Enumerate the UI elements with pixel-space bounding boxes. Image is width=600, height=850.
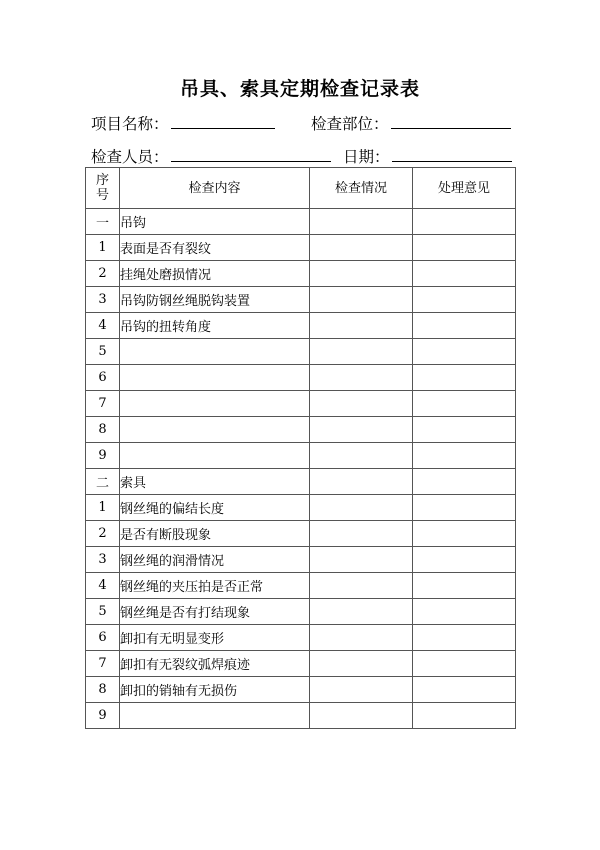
row-opinion-cell[interactable] (413, 521, 516, 547)
row-content: 卸扣的销轴有无损伤 (120, 677, 310, 703)
table-row (86, 313, 516, 339)
table-row (86, 521, 516, 547)
row-content: 卸扣有无明显变形 (120, 625, 310, 651)
row-content: 表面是否有裂纹 (120, 235, 310, 261)
row-content: 吊钩的扭转角度 (120, 313, 310, 339)
table-row (86, 443, 516, 469)
row-status-cell[interactable] (310, 443, 413, 469)
row-opinion-cell[interactable] (413, 235, 516, 261)
table-body (86, 209, 516, 729)
row-number: 4 (86, 573, 120, 599)
row-status-cell[interactable] (310, 651, 413, 677)
table-row (86, 651, 516, 677)
row-status-cell[interactable] (310, 339, 413, 365)
row-opinion-cell[interactable] (413, 469, 516, 495)
row-opinion-cell[interactable] (413, 261, 516, 287)
row-content: 索具 (120, 469, 310, 495)
row-status-cell[interactable] (310, 677, 413, 703)
inspector-blank[interactable] (171, 145, 331, 162)
row-opinion-cell[interactable] (413, 365, 516, 391)
table-row (86, 547, 516, 573)
row-content (120, 417, 310, 443)
row-opinion-cell[interactable] (413, 547, 516, 573)
row-number: 9 (86, 703, 120, 729)
table-row (86, 677, 516, 703)
inspection-table (85, 167, 516, 729)
row-number: 3 (86, 547, 120, 573)
header-status: 检查情况 (310, 168, 413, 209)
header-opinion: 处理意见 (413, 168, 516, 209)
row-opinion-cell[interactable] (413, 209, 516, 235)
row-number: 7 (86, 651, 120, 677)
inspector-label: 检查人员： (91, 148, 169, 166)
row-number: 2 (86, 521, 120, 547)
row-content: 卸扣有无裂纹弧焊痕迹 (120, 651, 310, 677)
row-status-cell[interactable] (310, 365, 413, 391)
row-content: 是否有断股现象 (120, 521, 310, 547)
row-number: 8 (86, 417, 120, 443)
row-status-cell[interactable] (310, 547, 413, 573)
table-row (86, 417, 516, 443)
project-name-field (91, 112, 275, 134)
row-opinion-cell[interactable] (413, 573, 516, 599)
row-number: 1 (86, 495, 120, 521)
table-row (86, 339, 516, 365)
table-header-row (86, 168, 516, 209)
row-opinion-cell[interactable] (413, 599, 516, 625)
row-status-cell[interactable] (310, 261, 413, 287)
header-seq: 序 号 (86, 168, 120, 209)
row-number: 4 (86, 313, 120, 339)
row-status-cell[interactable] (310, 625, 413, 651)
row-opinion-cell[interactable] (413, 651, 516, 677)
table-row (86, 391, 516, 417)
table-row (86, 209, 516, 235)
row-number: 6 (86, 365, 120, 391)
row-content (120, 365, 310, 391)
row-status-cell[interactable] (310, 235, 413, 261)
row-number: 3 (86, 287, 120, 313)
row-number: 5 (86, 339, 120, 365)
table-row (86, 261, 516, 287)
table-row (86, 287, 516, 313)
row-content: 钢丝绳的夹压拍是否正常 (120, 573, 310, 599)
row-content (120, 703, 310, 729)
row-opinion-cell[interactable] (413, 417, 516, 443)
inspector-field (91, 145, 331, 167)
table-row (86, 703, 516, 729)
date-blank[interactable] (392, 145, 512, 162)
row-opinion-cell[interactable] (413, 495, 516, 521)
row-status-cell[interactable] (310, 287, 413, 313)
row-number: 二 (86, 469, 120, 495)
project-name-blank[interactable] (171, 112, 275, 129)
project-name-label: 项目名称： (91, 115, 169, 133)
row-content: 吊钩防钢丝绳脱钩装置 (120, 287, 310, 313)
row-status-cell[interactable] (310, 391, 413, 417)
row-opinion-cell[interactable] (413, 443, 516, 469)
row-status-cell[interactable] (310, 313, 413, 339)
row-status-cell[interactable] (310, 209, 413, 235)
row-status-cell[interactable] (310, 469, 413, 495)
row-content: 钢丝绳的偏结长度 (120, 495, 310, 521)
row-number: 一 (86, 209, 120, 235)
row-content (120, 391, 310, 417)
table-row (86, 625, 516, 651)
row-opinion-cell[interactable] (413, 391, 516, 417)
row-content: 吊钩 (120, 209, 310, 235)
row-content (120, 339, 310, 365)
row-number: 2 (86, 261, 120, 287)
table-row (86, 469, 516, 495)
row-status-cell[interactable] (310, 495, 413, 521)
table-row (86, 495, 516, 521)
row-number: 8 (86, 677, 120, 703)
row-content: 挂绳处磨损情况 (120, 261, 310, 287)
row-status-cell[interactable] (310, 521, 413, 547)
row-opinion-cell[interactable] (413, 339, 516, 365)
date-label: 日期： (343, 148, 390, 166)
header-content: 检查内容 (120, 168, 310, 209)
row-content: 钢丝绳是否有打结现象 (120, 599, 310, 625)
date-field (343, 145, 512, 167)
row-number: 5 (86, 599, 120, 625)
row-number: 6 (86, 625, 120, 651)
inspection-area-field (311, 112, 511, 134)
row-status-cell[interactable] (310, 703, 413, 729)
table-row (86, 599, 516, 625)
row-status-cell[interactable] (310, 599, 413, 625)
page-title: 吊具、索具定期检查记录表 (179, 78, 420, 100)
table-row (86, 235, 516, 261)
table-row (86, 365, 516, 391)
row-opinion-cell[interactable] (413, 677, 516, 703)
row-opinion-cell[interactable] (413, 625, 516, 651)
row-opinion-cell[interactable] (413, 287, 516, 313)
row-opinion-cell[interactable] (413, 313, 516, 339)
inspection-area-label: 检查部位： (311, 115, 389, 133)
row-opinion-cell[interactable] (413, 703, 516, 729)
table-row (86, 573, 516, 599)
row-content: 钢丝绳的润滑情况 (120, 547, 310, 573)
row-content (120, 443, 310, 469)
inspection-area-blank[interactable] (391, 112, 511, 129)
row-number: 9 (86, 443, 120, 469)
row-number: 7 (86, 391, 120, 417)
row-status-cell[interactable] (310, 417, 413, 443)
row-number: 1 (86, 235, 120, 261)
row-status-cell[interactable] (310, 573, 413, 599)
